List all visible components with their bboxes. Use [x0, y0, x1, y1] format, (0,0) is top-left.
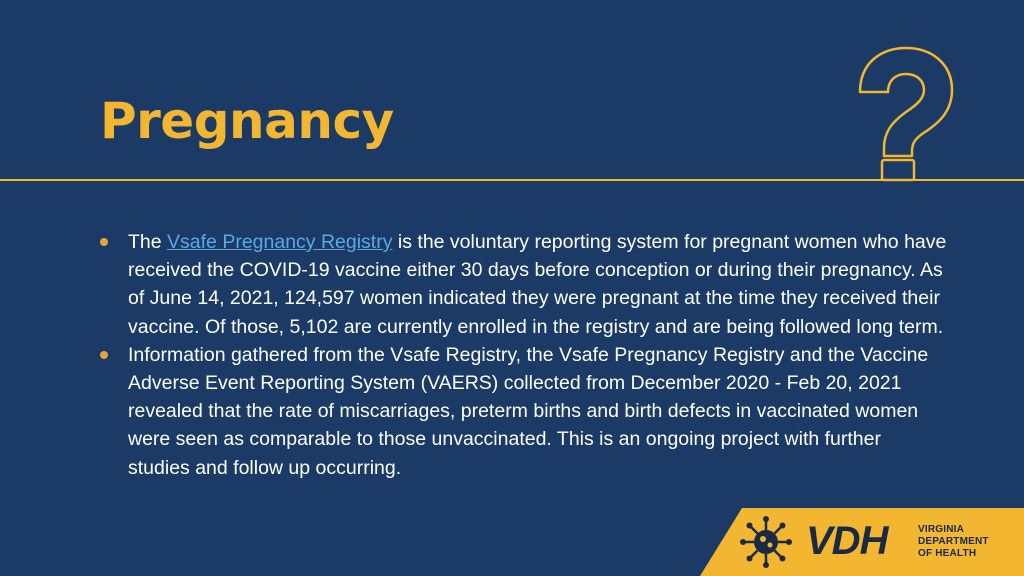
organization-name-line3: OF HEALTH [918, 548, 977, 559]
vsafe-registry-link[interactable]: Vsafe Pregnancy Registry [167, 231, 393, 253]
bullet-text-prefix: The [128, 231, 168, 253]
organization-name [918, 524, 989, 560]
virus-icon [740, 516, 792, 568]
bullet-text: Information gathered from the Vsafe Registry, the Vsafe Pregnancy Registry and the Vaccine Adverse Event Reporting System (VAERS) collected from December 2020 - Feb 20, 2021 revealed that the rate of miscarriages, preterm births and birth defects in vaccinated women were seen as comparable to those unvaccinated. This is an ongoing project with further studies and follow up occurring. [128, 343, 929, 479]
vdh-logo-text: VDH [806, 519, 888, 563]
organization-name-line2: DEPARTMENT [918, 536, 989, 547]
page-title: Pregnancy [100, 92, 394, 150]
bullet-text-suffix: is the voluntary reporting system for pregnant women who have received the COVID-19 vaccine either 30 days before conception or during their pregnancy. As of June 14, 2021, 124,597 women indicated they were pregnant at the time they received their vaccine. Of those, 5,102 are currently enrolled in the registry and are being followed long term. [128, 231, 947, 338]
organization-name-line1: VIRGINIA [918, 524, 965, 535]
